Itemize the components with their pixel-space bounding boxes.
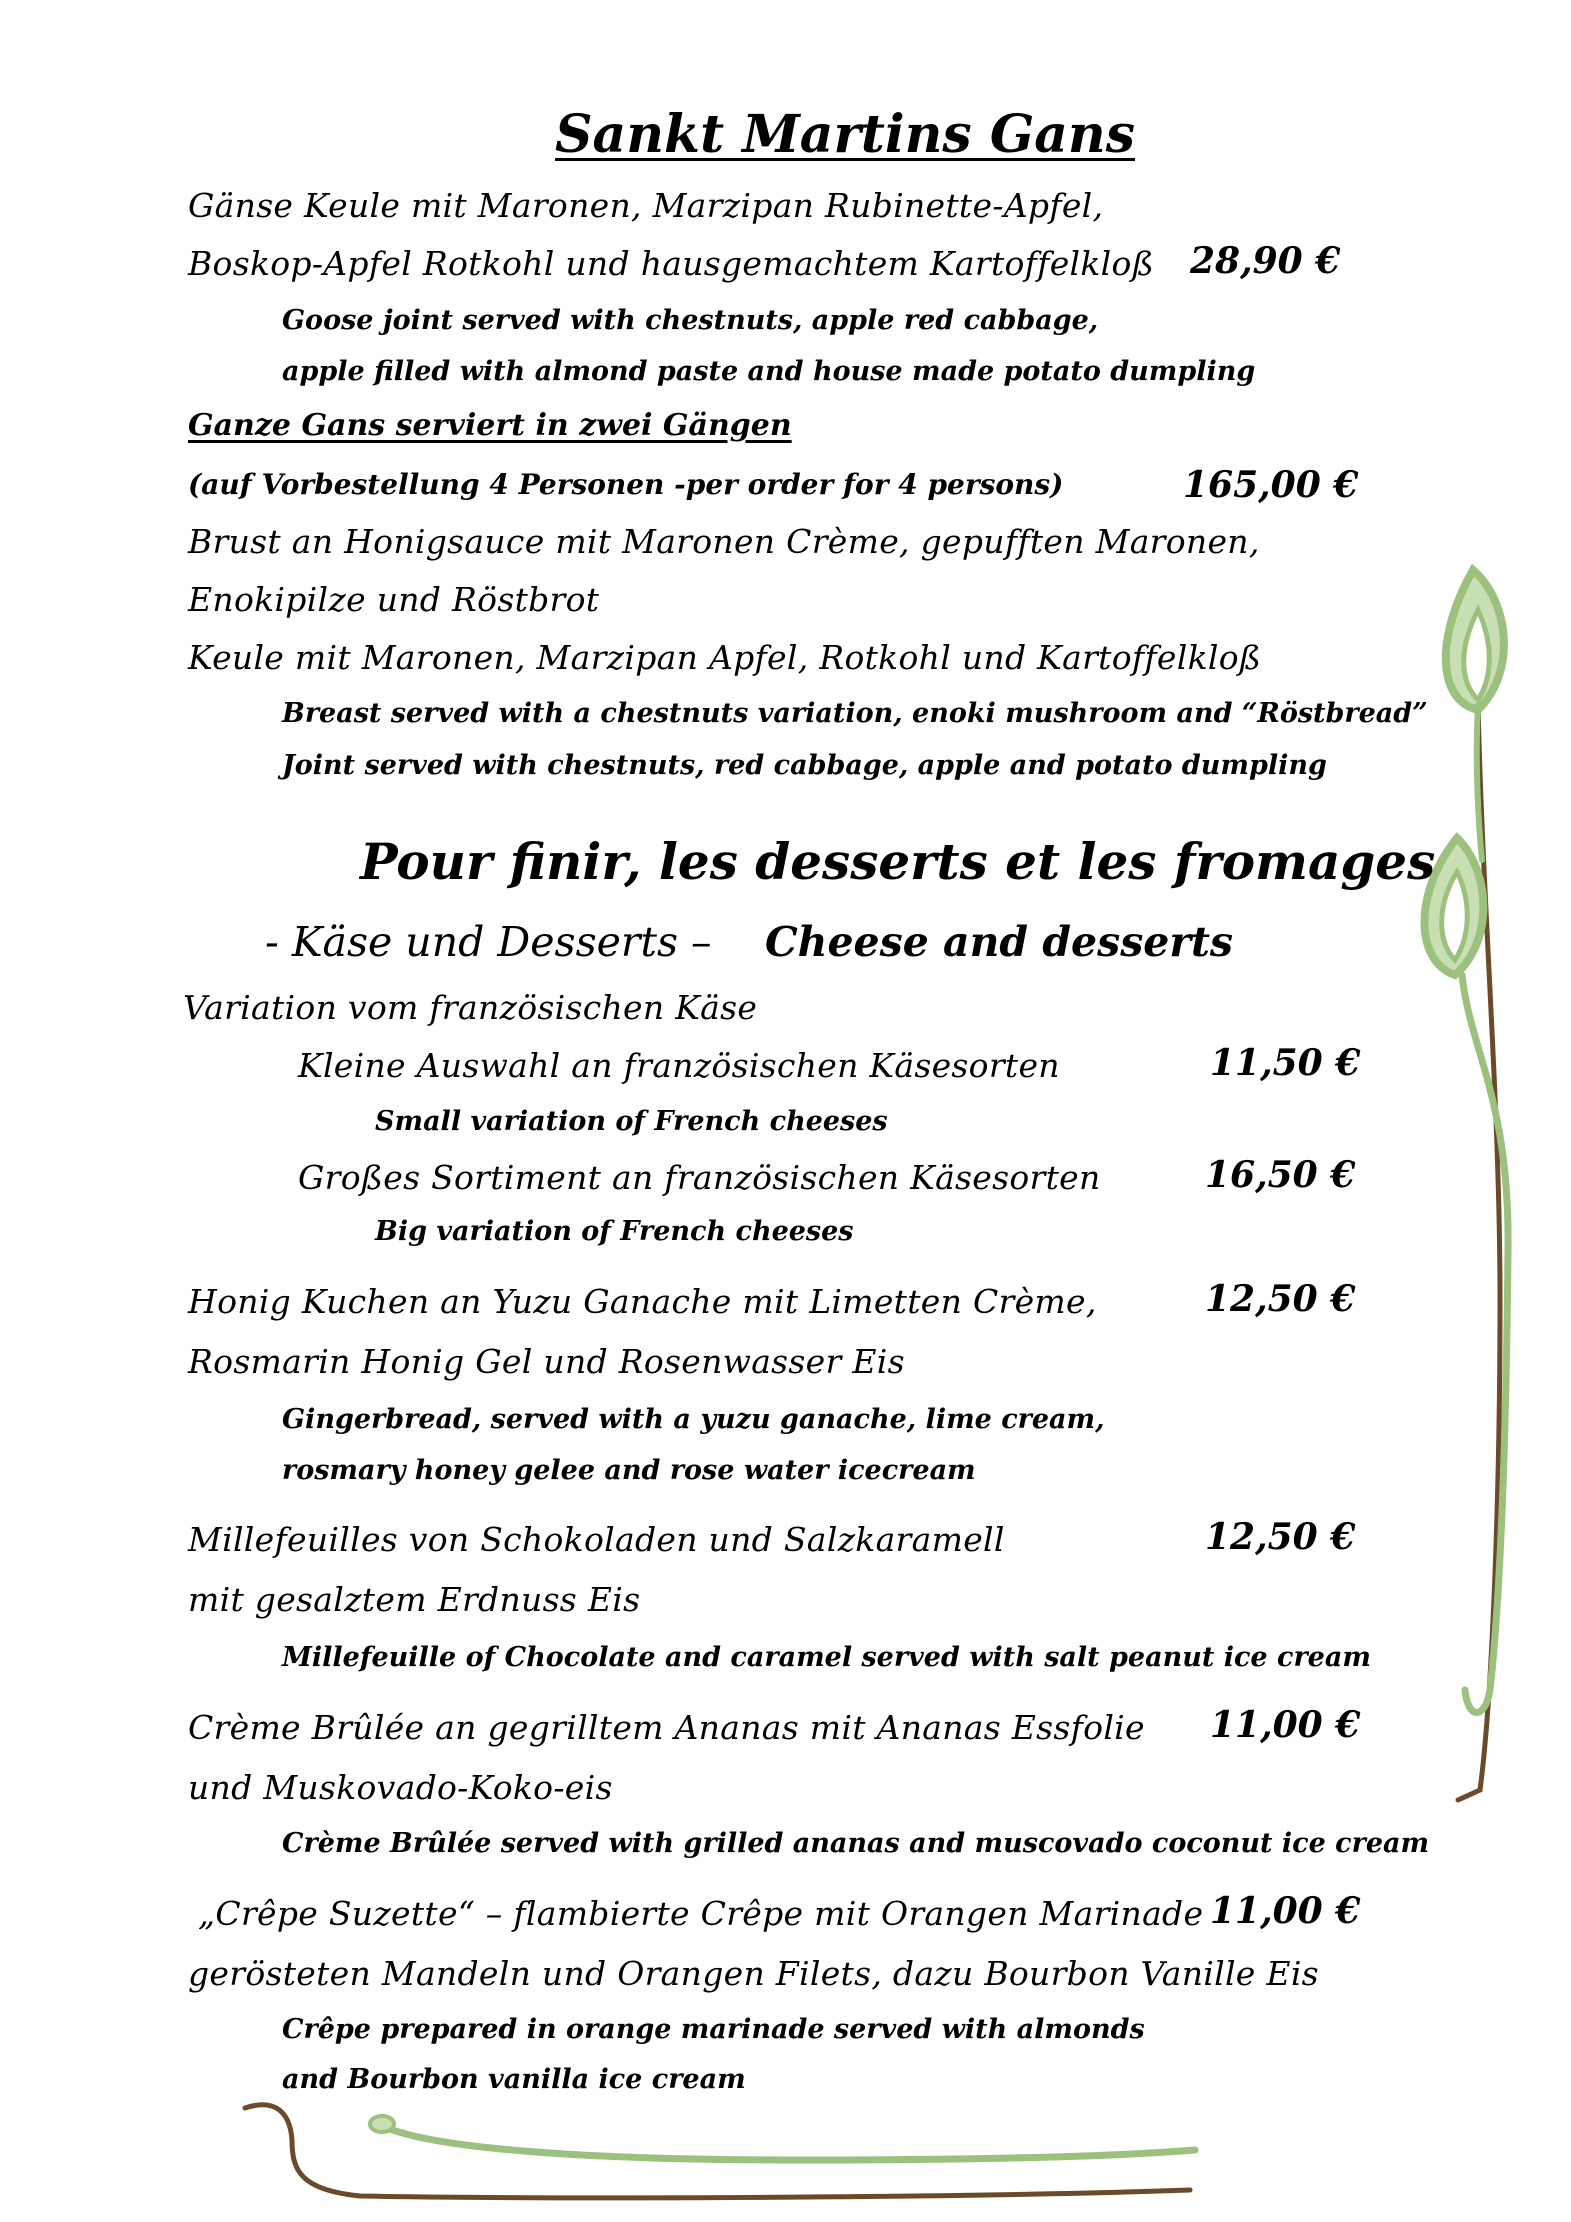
crepe-en-line1: Crêpe prepared in orange marinade served with almonds [282, 2014, 1145, 2045]
cheese-big-en: Big variation of French cheeses [375, 1216, 854, 1247]
cheese-small-price: 11,50 € [1210, 1042, 1361, 1084]
goose-dish-price: 28,90 € [1190, 240, 1341, 282]
goose-dish-de-line1: Gänse Keule mit Maronen, Marzipan Rubinette-Apfel, [188, 186, 1104, 225]
whole-goose-heading: Ganze Gans serviert in zwei Gängen [188, 408, 792, 443]
whole-goose-en-line1: Breast served with a chestnuts variation, enoki mushroom and “Röstbread” [282, 698, 1428, 729]
desserts-subtitle-de: - Käse und Desserts – [265, 918, 712, 966]
crepe-de-line1: „Crêpe Suzette“ – flambierte Crêpe mit Orangen Marinade [198, 1894, 1204, 1933]
honey-en-line1: Gingerbread, served with a yuzu ganache, lime cream, [282, 1404, 1105, 1435]
crepe-en-line2: and Bourbon vanilla ice cream [282, 2064, 746, 2095]
crepe-price: 11,00 € [1210, 1890, 1361, 1932]
honey-price: 12,50 € [1205, 1278, 1356, 1320]
mille-en: Millefeuille of Chocolate and caramel served with salt peanut ice cream [282, 1642, 1371, 1673]
whole-goose-de-line2: Enokipilze und Röstbrot [188, 580, 600, 619]
whole-goose-de-line3: Keule mit Maronen, Marzipan Apfel, Rotkohl und Kartoffelkloß [188, 638, 1262, 677]
honey-de-line2: Rosmarin Honig Gel und Rosenwasser Eis [188, 1342, 905, 1381]
honey-en-line2: rosmary honey gelee and rose water icecream [282, 1455, 976, 1486]
brulee-price: 11,00 € [1210, 1704, 1361, 1746]
goose-dish-de-line2: Boskop-Apfel Rotkohl und hausgemachtem Kartoffelkloß [188, 244, 1155, 283]
mille-de-line1: Millefeuilles von Schokoladen und Salzkaramell [188, 1520, 1005, 1559]
brulee-de-line1: Crème Brûlée an gegrilltem Ananas mit Ananas Essfolie [188, 1708, 1145, 1747]
goose-dish-en-line1: Goose joint served with chestnuts, apple red cabbage, [282, 305, 1099, 336]
brulee-en: Crème Brûlée served with grilled ananas and muscovado coconut ice cream [282, 1828, 1430, 1859]
cheese-big-price: 16,50 € [1205, 1154, 1356, 1196]
goose-dish-en-line2: apple filled with almond paste and house made potato dumpling [282, 356, 1256, 387]
bottom-vine-leaf [375, 2122, 1195, 2160]
cheese-heading: Variation vom französischen Käse [183, 988, 758, 1027]
cheese-small-en: Small variation of French cheeses [375, 1106, 888, 1137]
mille-price: 12,50 € [1205, 1516, 1356, 1558]
desserts-section-title: Pour finir, les desserts et les fromages [360, 832, 1436, 891]
cheese-big-de: Großes Sortiment an französischen Käsesorten [298, 1158, 1101, 1197]
brulee-de-line2: und Muskovado-Koko-eis [188, 1768, 613, 1807]
honey-de-line1: Honig Kuchen an Yuzu Ganache mit Limetten Crème, [188, 1282, 1097, 1321]
goose-section-title: Sankt Martins Gans [555, 104, 1135, 165]
cheese-small-de: Kleine Auswahl an französischen Käsesorten [298, 1046, 1060, 1085]
bottom-vine-bud [370, 2116, 394, 2132]
crepe-de-line2: gerösteten Mandeln und Orangen Filets, dazu Bourbon Vanille Eis [188, 1954, 1319, 1993]
upper-bud [1446, 570, 1504, 710]
whole-goose-de-line1: Brust an Honigsauce mit Maronen Crème, gepufften Maronen, [188, 522, 1260, 561]
desserts-subtitle-en: Cheese and desserts [765, 918, 1233, 966]
whole-goose-price: 165,00 € [1183, 464, 1359, 506]
mille-de-line2: mit gesalztem Erdnuss Eis [188, 1580, 641, 1619]
whole-goose-note: (auf Vorbestellung 4 Personen -per order for 4 persons) [188, 468, 1064, 501]
whole-goose-en-line2: Joint served with chestnuts, red cabbage, apple and potato dumpling [282, 750, 1327, 781]
